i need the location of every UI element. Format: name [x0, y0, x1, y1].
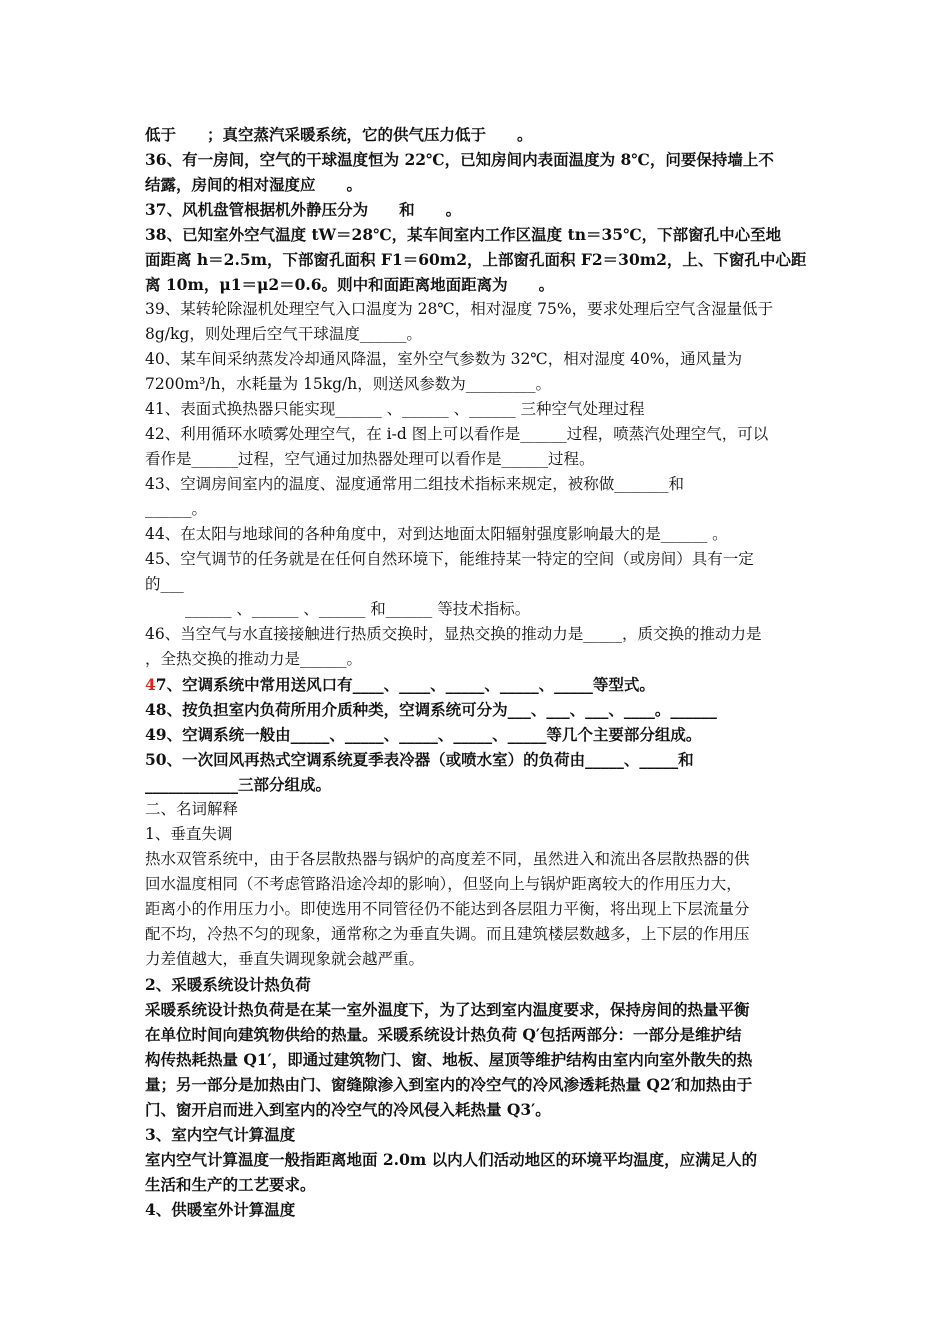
text-line: 44、在太阳与地球间的各种角度中，对到达地面太阳辐射强度影响最大的是______ 。 — [145, 525, 728, 543]
text-line — [145, 672, 810, 697]
text-line: 46、当空气与水直接接触进行热质交换时，显热交换的推动力是_____，质交换的推动力是 — [145, 625, 762, 643]
text-line: 回水温度相同（不考虑管路沿途冷却的影响），但竖向上与锅炉距离较大的作用压力大， — [145, 875, 742, 893]
text-line: 二、名词解释 — [145, 800, 239, 818]
text-line: 40、某车间采纳蒸发冷却通风降温，室外空气参数为 32℃，相对湿度 40%，通风量为 — [145, 350, 743, 368]
text-line: 的___ — [145, 575, 184, 593]
text-line: 41、表面式换热器只能实现______ 、______ 、______ 三种空气处理过程 — [145, 400, 645, 418]
text-line: 42、利用循环水喷雾处理空气，在 i-d 图上可以看作是______过程，喷蒸汽处理空气，可以 — [145, 425, 769, 443]
text-line: 在单位时间向建筑物供给的热量。采暖系统设计热负荷 Q′包括两部分：一部分是维护结 — [145, 1025, 742, 1044]
text-line: ，全热交换的推动力是______。 — [145, 650, 363, 668]
text-line: 48、按负担室内负荷所用介质种类，空调系统可分为___、___、___、____。______ — [145, 700, 717, 719]
text-line: 看作是______过程，空气通过加热器处理可以看作是______过程。 — [145, 450, 595, 468]
text-line: 门、窗开启而进入到室内的冷空气的冷风侵入耗热量 Q3′。 — [145, 1100, 551, 1119]
text-line: 45、空气调节的任务就是在任何自然环境下，能维持某一特定的空间（或房间）具有一定 — [145, 550, 754, 568]
text-line: 距离小的作用压力小。即使选用不同管径仍不能达到各层阻力平衡，将出现上下层流量分 — [145, 900, 750, 918]
document-page — [145, 122, 810, 1222]
text-line: 8g/kg，则处理后空气干球温度______。 — [145, 325, 422, 343]
text-line: 39、某转轮除湿机处理空气入口温度为 28℃，相对湿度 75%，要求处理后空气含湿量低于 — [145, 300, 774, 318]
text-line: 力差值越大，垂直失调现象就会越严重。 — [145, 950, 425, 968]
text-line: 1、垂直失调 — [145, 825, 233, 843]
text-line: 4、供暖室外计算温度 — [145, 1200, 296, 1219]
text-line: 2、采暖系统设计热负荷 — [145, 975, 311, 994]
text-line-rest: 7、空调系统中常用送风口有____、____、_____、_____、_____等型式。 — [155, 675, 655, 694]
text-line: 37、风机盘管根据机外静压分为 和 。 — [145, 200, 462, 219]
text-line: 室内空气计算温度一般指距离地面 2.0m 以内人们活动地区的环境平均温度，应满足人的 — [145, 1150, 758, 1169]
text-line: 7200m³/h，水耗量为 15kg/h，则送风参数为_________。 — [145, 375, 551, 393]
text-line: ____________三部分组成。 — [145, 775, 332, 794]
text-line: 采暖系统设计热负荷是在某一室外温度下，为了达到室内温度要求，保持房间的热量平衡 — [145, 1000, 750, 1019]
text-line: 结露，房间的相对湿度应 。 — [145, 175, 363, 194]
text-line: 热水双管系统中，由于各层散热器与锅炉的高度差不同，虽然进入和流出各层散热器的供 — [145, 850, 750, 868]
text-line: 低于 ；真空蒸汽采暖系统，它的供气压力低于 。 — [145, 125, 533, 144]
text-line: ______。 — [145, 500, 208, 518]
text-line: 50、一次回风再热式空调系统夏季表冷器（或喷水室）的负荷由_____、_____和 — [145, 750, 694, 769]
text-line: 配不均，冷热不匀的现象，通常称之为垂直失调。而且建筑楼层数越多，上下层的作用压 — [145, 925, 750, 943]
text-line: 面距离 h＝2.5m，下部窗孔面积 F1＝60m2，上部窗孔面积 F2＝30m2，上、下窗孔中心距 — [145, 250, 807, 269]
text-line: 36、有一房间，空气的干球温度恒为 22℃，已知房间内表面温度为 8℃，问要保持墙上不 — [145, 150, 774, 169]
text-line: 构传热耗热量 Q1′，即通过建筑物门、窗、地板、屋顶等维护结构由室内向室外散失的热 — [145, 1050, 753, 1069]
text-line: 49、空调系统一般由_____、_____、_____、_____、_____等几个主要部分组成。 — [145, 725, 702, 744]
text-line: 3、室内空气计算温度 — [145, 1125, 296, 1144]
text-line: 43、空调房间室内的温度、湿度通常用二组技术指标来规定，被称做_______和 — [145, 475, 684, 493]
text-line: 生活和生产的工艺要求。 — [145, 1175, 316, 1194]
red-number-digit: 4 — [145, 675, 156, 694]
text-line: ______ 、______ 、______ 和______ 等技术指标。 — [185, 600, 531, 618]
text-line: 离 10m，μ1＝μ2＝0.6。则中和面距离地面距离为 。 — [145, 275, 555, 294]
text-line: 量；另一部分是加热由门、窗缝隙渗入到室内的冷空气的冷风渗透耗热量 Q2′和加热由于 — [145, 1075, 753, 1094]
text-line: 38、已知室外空气温度 tW＝28℃，某车间室内工作区温度 tn＝35℃，下部窗孔中心至地 — [145, 225, 782, 244]
